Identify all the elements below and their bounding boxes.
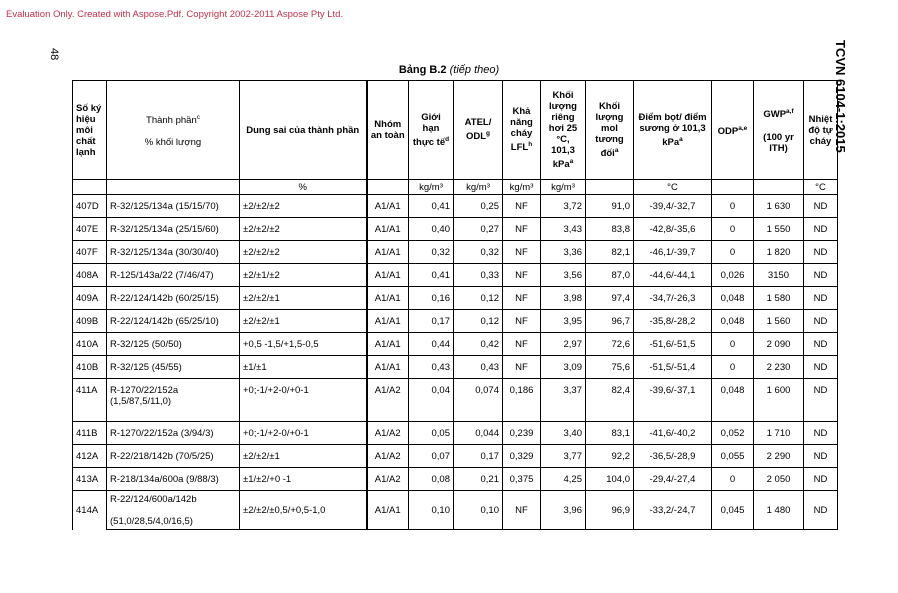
cell-composition-line2: (51,0/28,5/4,0/16,5) [110,515,193,527]
cell-boiling: -44,6/-44,1 [634,264,712,287]
cell-symbol: 413A [73,468,107,491]
cell-limit: 0,43 [409,356,454,379]
unit-cell [754,180,804,195]
table-caption [0,64,898,76]
cell-odp: 0,026 [712,264,754,287]
cell-symbol: 409B [73,310,107,333]
cell-symbol: 410A [73,333,107,356]
cell-density: 3,95 [541,310,586,333]
header-molar-mass [586,81,634,180]
cell-gwp: 3150 [754,264,804,287]
cell-odp: 0,045 [712,491,754,530]
cell-atel: 0,12 [454,287,503,310]
cell-density: 3,72 [541,195,586,218]
cell-limit: 0,04 [409,379,454,422]
cell-molar: 92,2 [586,445,634,468]
cell-tolerance: ±2/±2/±1 [240,310,367,333]
cell-density: 3,43 [541,218,586,241]
cell-molar: 83,1 [586,422,634,445]
cell-limit: 0,44 [409,333,454,356]
cell-autoignition: ND [804,379,838,422]
header-composition-unit: % khối lượng [144,137,202,149]
header-composition [107,81,240,180]
header-vapor-density [541,81,586,180]
unit-cell [107,180,240,195]
standard-code: TCVN 6104-1:2015 [833,40,848,153]
cell-density: 3,37 [541,379,586,422]
cell-odp: 0,048 [712,310,754,333]
cell-composition-line2: (1,5/87,5/11,0) [110,396,172,407]
cell-composition: R-22/124/142b (60/25/15) [107,287,240,310]
cell-composition: R-22/218/142b (70/5/25) [107,445,240,468]
caption-title: Bảng B.2 [398,64,447,76]
cell-limit: 0,07 [409,445,454,468]
cell-tolerance: +0,5 -1,5/+1,5-0,5 [240,333,367,356]
cell-molar: 83,8 [586,218,634,241]
header-atel-label: ATEL/ ODL [464,117,492,143]
cell-density: 3,36 [541,241,586,264]
cell-atel: 0,25 [454,195,503,218]
cell-safety: A1/A1 [367,356,409,379]
cell-odp: 0 [712,218,754,241]
cell-boiling: -41,6/-40,2 [634,422,712,445]
cell-tolerance: ±2/±2/±2 [240,218,367,241]
cell-lfl: 0,186 [503,379,541,422]
header-tolerance: Dung sai của thành phần [240,81,367,180]
cell-odp: 0 [712,333,754,356]
header-atel-note: g [486,130,491,138]
header-boiling-point-note: a [679,135,683,143]
cell-odp: 0 [712,195,754,218]
cell-autoignition: ND [804,356,838,379]
unit-vapor-density: kg/m³ [541,180,586,195]
cell-composition: R-32/125/134a (30/30/40) [107,241,240,264]
cell-tolerance: ±2/±1/±2 [240,264,367,287]
cell-safety: A1/A2 [367,468,409,491]
cell-atel: 0,42 [454,333,503,356]
header-symbol: Số ký hiệu môi chất lạnh [73,81,107,180]
cell-density: 3,56 [541,264,586,287]
unit-boiling-point: °C [634,180,712,195]
unit-cell [73,180,107,195]
cell-limit: 0,41 [409,195,454,218]
header-limit-label: Giới hạn thực tế [412,111,446,149]
cell-tolerance: ±2/±2/±1 [240,445,367,468]
cell-lfl: NF [503,218,541,241]
cell-gwp: 2 230 [754,356,804,379]
table-row [73,264,838,287]
cell-odp: 0,055 [712,445,754,468]
cell-density: 2,97 [541,333,586,356]
header-atel [454,81,503,180]
cell-safety: A1/A1 [367,310,409,333]
header-flammability-label: Khả năng cháy LFL [510,106,533,154]
header-molar-mass-label: Khối lượng mol tương đối [595,100,624,160]
cell-atel: 0,32 [454,241,503,264]
cell-lfl: NF [503,491,541,530]
cell-density: 3,98 [541,287,586,310]
header-boiling-point [634,81,712,180]
cell-gwp: 2 090 [754,333,804,356]
cell-tolerance: ±1/±1 [240,356,367,379]
cell-gwp: 1 710 [754,422,804,445]
cell-molar: 75,6 [586,356,634,379]
cell-atel: 0,044 [454,422,503,445]
header-limit-note: d [445,135,450,143]
cell-tolerance: ±2/±2/±2 [240,195,367,218]
cell-composition: R-1270/22/152a (3/94/3) [107,422,240,445]
cell-gwp: 1 480 [754,491,804,530]
header-odp [712,81,754,180]
header-limit [409,81,454,180]
cell-atel: 0,074 [454,379,503,422]
cell-boiling: -51,6/-51,5 [634,333,712,356]
cell-symbol: 409A [73,287,107,310]
table-row [73,491,838,530]
table-row [73,356,838,379]
cell-density: 3,09 [541,356,586,379]
cell-lfl: NF [503,241,541,264]
watermark-text: Evaluation Only. Created with Aspose.Pdf. Copyright 2002-2011 Aspose Pty Ltd. [6,9,344,20]
cell-symbol: 408A [73,264,107,287]
cell-molar: 91,0 [586,195,634,218]
header-composition-note: c [196,113,200,121]
unit-tolerance: % [240,180,367,195]
header-row [73,81,838,180]
cell-gwp: 2 290 [754,445,804,468]
unit-limit: kg/m³ [409,180,454,195]
cell-molar: 97,4 [586,287,634,310]
cell-autoignition: ND [804,468,838,491]
table-row [73,468,838,491]
cell-symbol: 407F [73,241,107,264]
cell-tolerance: +0;-1/+2-0/+0-1 [240,422,367,445]
cell-symbol: 414A [73,491,107,530]
cell-symbol: 407D [73,195,107,218]
cell-density: 4,25 [541,468,586,491]
header-vapor-density-note: a [569,157,574,165]
header-autoignition: Nhiệt độ tự cháy [804,81,838,180]
cell-symbol: 410B [73,356,107,379]
cell-boiling: -39,4/-32,7 [634,195,712,218]
cell-molar: 96,9 [586,491,634,530]
cell-tolerance: +0;-1/+2-0/+0-1 [240,379,367,422]
table-body [73,195,838,530]
cell-symbol: 412A [73,445,107,468]
cell-safety: A1/A2 [367,422,409,445]
cell-tolerance: ±2/±2/±0,5/+0,5-1,0 [240,491,367,530]
cell-limit: 0,40 [409,218,454,241]
cell-gwp: 1 550 [754,218,804,241]
cell-boiling: -51,5/-51,4 [634,356,712,379]
table-row [73,287,838,310]
cell-odp: 0 [712,241,754,264]
cell-boiling: -39,6/-37,1 [634,379,712,422]
cell-composition: R-32/125 (50/50) [107,333,240,356]
cell-safety: A1/A1 [367,264,409,287]
cell-odp: 0,048 [712,379,754,422]
cell-lfl: NF [503,195,541,218]
header-gwp-label: GWP [763,109,787,121]
table-row [73,379,838,422]
header-odp-note: a,e [738,124,748,132]
unit-cell [712,180,754,195]
cell-autoignition: ND [804,333,838,356]
cell-limit: 0,41 [409,264,454,287]
cell-odp: 0 [712,468,754,491]
cell-gwp: 1 600 [754,379,804,422]
cell-boiling: -42,8/-35,6 [634,218,712,241]
header-odp-label: ODP [717,126,739,138]
cell-molar: 82,4 [586,379,634,422]
cell-autoignition: ND [804,422,838,445]
cell-safety: A1/A1 [367,195,409,218]
cell-boiling: -34,7/-26,3 [634,287,712,310]
page-number: 48 [48,48,60,61]
cell-safety: A1/A1 [367,241,409,264]
header-boiling-point-label: Điểm bọt/ điểm sương ở 101,3 kPa [638,111,707,149]
cell-lfl: NF [503,310,541,333]
table-row [73,195,838,218]
cell-limit: 0,10 [409,491,454,530]
cell-safety: A1/A1 [367,218,409,241]
cell-molar: 104,0 [586,468,634,491]
cell-safety: A1/A1 [367,491,409,530]
cell-safety: A1/A2 [367,379,409,422]
cell-atel: 0,17 [454,445,503,468]
header-flammability [503,81,541,180]
cell-odp: 0,052 [712,422,754,445]
cell-composition [107,491,240,530]
cell-autoignition: ND [804,195,838,218]
cell-gwp: 1 630 [754,195,804,218]
cell-molar: 82,1 [586,241,634,264]
units-row [73,180,838,195]
cell-composition: R-32/125/134a (25/15/60) [107,218,240,241]
unit-atel: kg/m³ [454,180,503,195]
cell-boiling: -36,5/-28,9 [634,445,712,468]
cell-autoignition: ND [804,218,838,241]
cell-lfl: 0,239 [503,422,541,445]
cell-molar: 96,7 [586,310,634,333]
cell-composition [107,379,240,422]
cell-atel: 0,10 [454,491,503,530]
table-row [73,333,838,356]
cell-limit: 0,08 [409,468,454,491]
cell-limit: 0,32 [409,241,454,264]
cell-composition: R-125/143a/22 (7/46/47) [107,264,240,287]
cell-composition-line1: R-1270/22/152a [110,385,179,396]
header-gwp [754,81,804,180]
cell-autoignition: ND [804,445,838,468]
table-row [73,241,838,264]
unit-autoignition: °C [804,180,838,195]
cell-odp: 0,048 [712,287,754,310]
cell-lfl: NF [503,264,541,287]
cell-autoignition: ND [804,241,838,264]
unit-flammability: kg/m³ [503,180,541,195]
cell-limit: 0,17 [409,310,454,333]
cell-boiling: -33,2/-24,7 [634,491,712,530]
caption-subtitle: (tiếp theo) [449,64,500,76]
cell-molar: 72,6 [586,333,634,356]
cell-atel: 0,43 [454,356,503,379]
cell-composition: R-32/125 (45/55) [107,356,240,379]
cell-safety: A1/A1 [367,287,409,310]
cell-lfl: NF [503,287,541,310]
unit-cell [367,180,409,195]
cell-autoignition: ND [804,491,838,530]
header-molar-mass-note: a [614,146,619,154]
header-safety-group: Nhóm an toàn [367,81,409,180]
refrigerant-table [72,80,838,530]
cell-gwp: 1 820 [754,241,804,264]
cell-autoignition: ND [804,264,838,287]
cell-atel: 0,33 [454,264,503,287]
cell-autoignition: ND [804,287,838,310]
cell-composition: R-22/124/142b (65/25/10) [107,310,240,333]
table-row [73,422,838,445]
cell-lfl: NF [503,356,541,379]
cell-symbol: 411A [73,379,107,422]
cell-molar: 87,0 [586,264,634,287]
cell-boiling: -46,1/-39,7 [634,241,712,264]
cell-composition: R-32/125/134a (15/15/70) [107,195,240,218]
cell-safety: A1/A2 [367,445,409,468]
header-composition-label: Thành phần [146,115,197,127]
unit-cell [586,180,634,195]
cell-tolerance: ±2/±2/±1 [240,287,367,310]
cell-tolerance: ±2/±2/±2 [240,241,367,264]
cell-atel: 0,12 [454,310,503,333]
cell-limit: 0,16 [409,287,454,310]
cell-density: 3,40 [541,422,586,445]
cell-boiling: -29,4/-27,4 [634,468,712,491]
cell-symbol: 411B [73,422,107,445]
cell-lfl: 0,329 [503,445,541,468]
header-gwp-note: a,f [786,108,794,116]
cell-composition-line1: R-22/124/600a/142b [110,493,197,505]
cell-limit: 0,05 [409,422,454,445]
cell-gwp: 1 580 [754,287,804,310]
table-row [73,310,838,333]
cell-atel: 0,21 [454,468,503,491]
cell-composition: R-218/134a/600a (9/88/3) [107,468,240,491]
cell-lfl: NF [503,333,541,356]
header-vapor-density-label: Khối lượng riêng hơi 25 °C, 101,3 kPa [548,89,578,171]
cell-lfl: 0,375 [503,468,541,491]
cell-safety: A1/A1 [367,333,409,356]
cell-boiling: -35,8/-28,2 [634,310,712,333]
header-flammability-note: h [528,141,533,149]
cell-density: 3,77 [541,445,586,468]
cell-atel: 0,27 [454,218,503,241]
cell-symbol: 407E [73,218,107,241]
table-row [73,445,838,468]
cell-autoignition: ND [804,310,838,333]
cell-density: 3,96 [541,491,586,530]
cell-odp: 0 [712,356,754,379]
cell-tolerance: ±1/±2/+0 -1 [240,468,367,491]
cell-gwp: 1 560 [754,310,804,333]
header-gwp-sub: (100 yr ITH) [763,131,794,154]
table-row [73,218,838,241]
cell-gwp: 2 050 [754,468,804,491]
